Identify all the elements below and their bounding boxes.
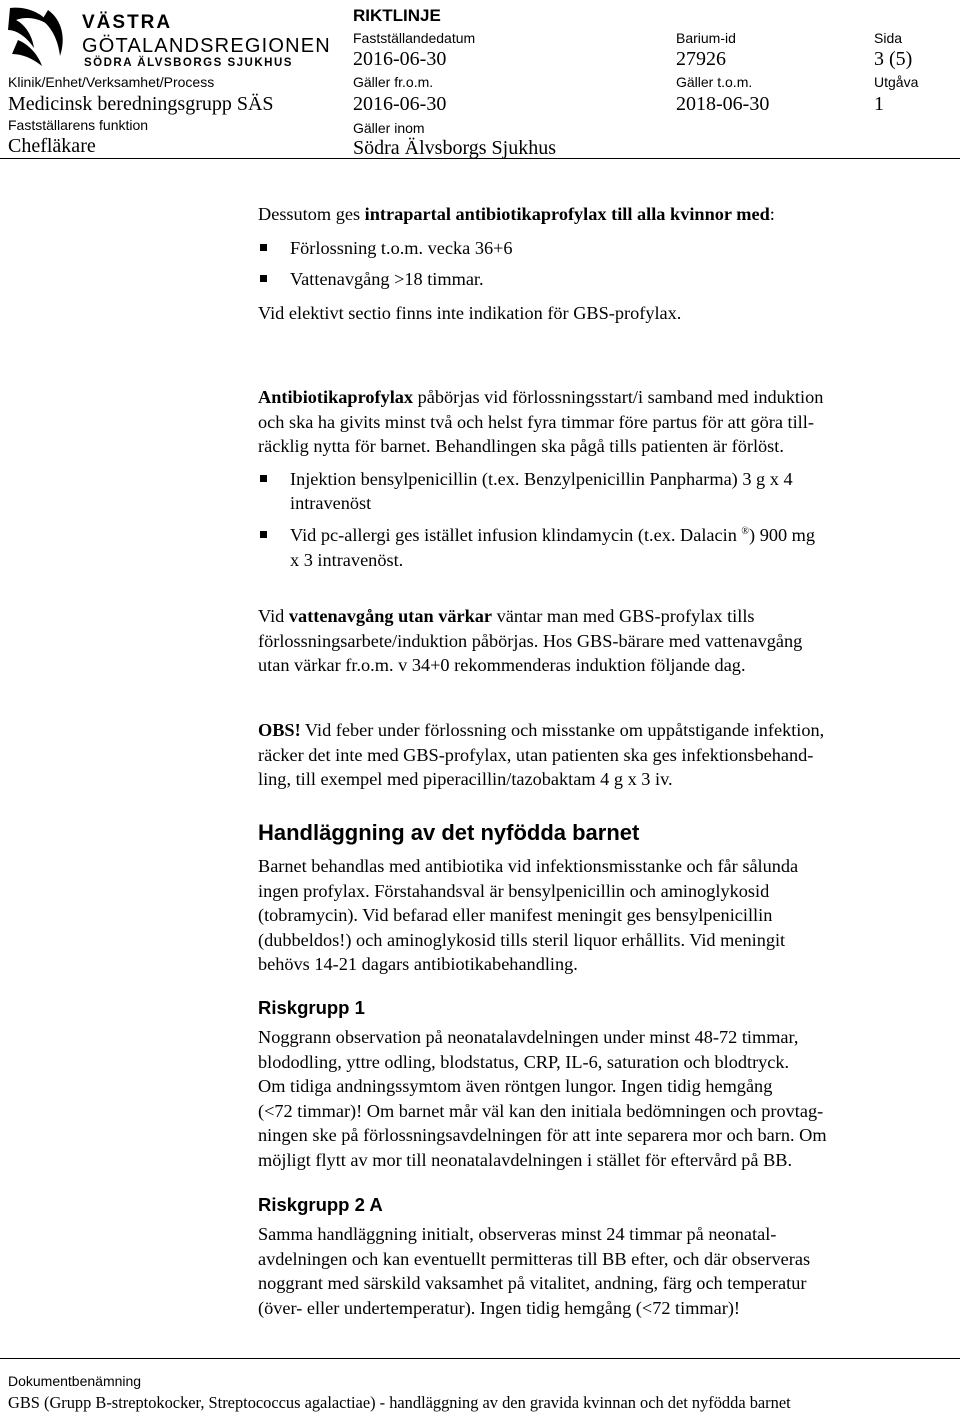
intro-text: Dessutom ges intrapartal antibiotikaprofylax till alla kvinnor med: bbox=[258, 204, 775, 224]
criteria-list bbox=[258, 236, 948, 292]
newborn-text: Barnet behandlas med antibiotika vid infektionsmisstanke och får sålunda ingen profylax. Förstahandsval är bensylpenicillin och aminoglykosid (tobramycin). Vid befarad eller manifest meningit ges bensylpenicillin (dubbeldos!) och aminoglykosid tills steril liquor erhållits. Vid meningit behövs 14-21 dagars antibiotikabehandling. bbox=[258, 856, 799, 975]
elective-note: Vid elektivt sectio finns inte indikation för GBS-profylax. bbox=[258, 302, 682, 323]
bullet-icon bbox=[260, 244, 267, 251]
risk-group-1-section bbox=[258, 996, 948, 1173]
list-item: Vattenavgång >18 timmar. bbox=[258, 267, 948, 292]
edition-value: 1 bbox=[874, 93, 884, 115]
barium-label: Barium-id bbox=[676, 30, 736, 46]
footer-divider bbox=[0, 1358, 960, 1359]
newborn-section bbox=[258, 819, 948, 977]
prophylaxis-text: Antibiotikaprofylax påbörjas vid förlossningsstart/i samband med induktion och ska ha givits minst två och helst fyra timmar före partus för att göra till- räcklig nytta för barnet. Behandlingen ska pågå tills patienten är förlöst. bbox=[258, 387, 824, 457]
logo-emblem-icon bbox=[8, 8, 63, 66]
logo-line-1: VÄSTRA bbox=[82, 12, 173, 33]
list-item: Vid pc-allergi ges istället infusion klindamycin (t.ex. Dalacin ®) 900 mg x 3 intravenöst. bbox=[258, 523, 948, 572]
edition-label: Utgåva bbox=[874, 74, 919, 90]
bullet-icon bbox=[260, 275, 267, 282]
function-label: Fastställarens funktion bbox=[8, 117, 149, 133]
barium-value: 27926 bbox=[676, 48, 726, 70]
prophylaxis-section bbox=[258, 385, 948, 572]
valid-to-label: Gäller t.o.m. bbox=[676, 74, 753, 90]
scope-value: Södra Älvsborgs Sjukhus bbox=[353, 137, 556, 159]
page-value: 3 (5) bbox=[874, 48, 913, 70]
logo-line-3: SÖDRA ÄLVSBORGS SJUKHUS bbox=[84, 57, 293, 68]
obs-section bbox=[258, 718, 948, 792]
document-name-label: Dokumentbenämning bbox=[8, 1373, 142, 1389]
document-type: RIKTLINJE bbox=[353, 6, 441, 25]
risk-group-2a-heading: Riskgrupp 2 A bbox=[258, 1194, 383, 1215]
process-label: Klinik/Enhet/Verksamhet/Process bbox=[8, 74, 215, 90]
risk-group-2a-section bbox=[258, 1193, 948, 1320]
drug-list bbox=[258, 467, 948, 572]
rupture-text: Vid vattenavgång utan värkar väntar man med GBS-profylax tills förlossningsarbete/induktion påbörjas. Hos GBS-bärare med vattenavgång utan värkar fr.o.m. v 34+0 rekommenderas induktion följande dag. bbox=[258, 606, 803, 676]
region-logo bbox=[4, 4, 344, 68]
list-item: Förlossning t.o.m. vecka 36+6 bbox=[258, 236, 948, 261]
function-value: Chefläkare bbox=[8, 135, 96, 157]
bullet-icon bbox=[260, 531, 267, 538]
valid-from-label: Gäller fr.o.m. bbox=[353, 74, 434, 90]
date-value: 2016-06-30 bbox=[353, 48, 447, 70]
header-divider bbox=[0, 158, 960, 159]
date-label: Fastställandedatum bbox=[353, 30, 476, 46]
scope-label: Gäller inom bbox=[353, 120, 425, 136]
bullet-icon bbox=[260, 475, 267, 482]
process-value: Medicinsk beredningsgrupp SÄS bbox=[8, 93, 274, 115]
intrapartal-section bbox=[258, 202, 948, 325]
page-label: Sida bbox=[874, 30, 903, 46]
obs-text: OBS! Vid feber under förlossning och misstanke om uppåtstigande infektion, räcker det inte med GBS-profylax, utan patienten ska ges infektionsbehand- ling, till exempel med piperacillin/tazobaktam 4 g x 3 iv. bbox=[258, 720, 825, 790]
list-item: Injektion bensylpenicillin (t.ex. Benzylpenicillin Panpharma) 3 g x 4 intravenöst bbox=[258, 467, 948, 516]
risk-group-2a-text: Samma handläggning initialt, observeras minst 24 timmar på neonatal- avdelningen och kan eventuellt permitteras till BB efter, och där observeras noggrant med särskild vaksamhet på vitalitet, andning, färg och temperatur (över- eller undertemperatur). Ingen tidig hemgång (<72 timmar)! bbox=[258, 1224, 811, 1318]
logo-line-2: GÖTALANDSREGIONEN bbox=[82, 35, 331, 57]
valid-from-value: 2016-06-30 bbox=[353, 93, 447, 115]
newborn-heading: Handläggning av det nyfödda barnet bbox=[258, 820, 640, 845]
rupture-section bbox=[258, 604, 948, 678]
valid-to-value: 2018-06-30 bbox=[676, 93, 770, 115]
risk-group-1-text: Noggrann observation på neonatalavdelningen under minst 48-72 timmar, blododling, yttre odling, blodstatus, CRP, IL-6, saturation och blodtryck. Om tidiga andningssymtom även röntgen lungor. Ingen tidig hemgång (<72 timmar)! Om barnet mår väl kan den initiala bedömningen och provtag- ningen ske på förlossningsavdelningen för att inte separera mor och barn. Om möjligt flytt av mor till neonatalavdelningen i stället för eftervård på BB. bbox=[258, 1027, 827, 1170]
risk-group-1-heading: Riskgrupp 1 bbox=[258, 997, 365, 1018]
document-name-value: GBS (Grupp B-streptokocker, Streptococcus agalactiae) - handläggning av den gravida kvinnan och det nyfödda barnet bbox=[8, 1393, 791, 1412]
